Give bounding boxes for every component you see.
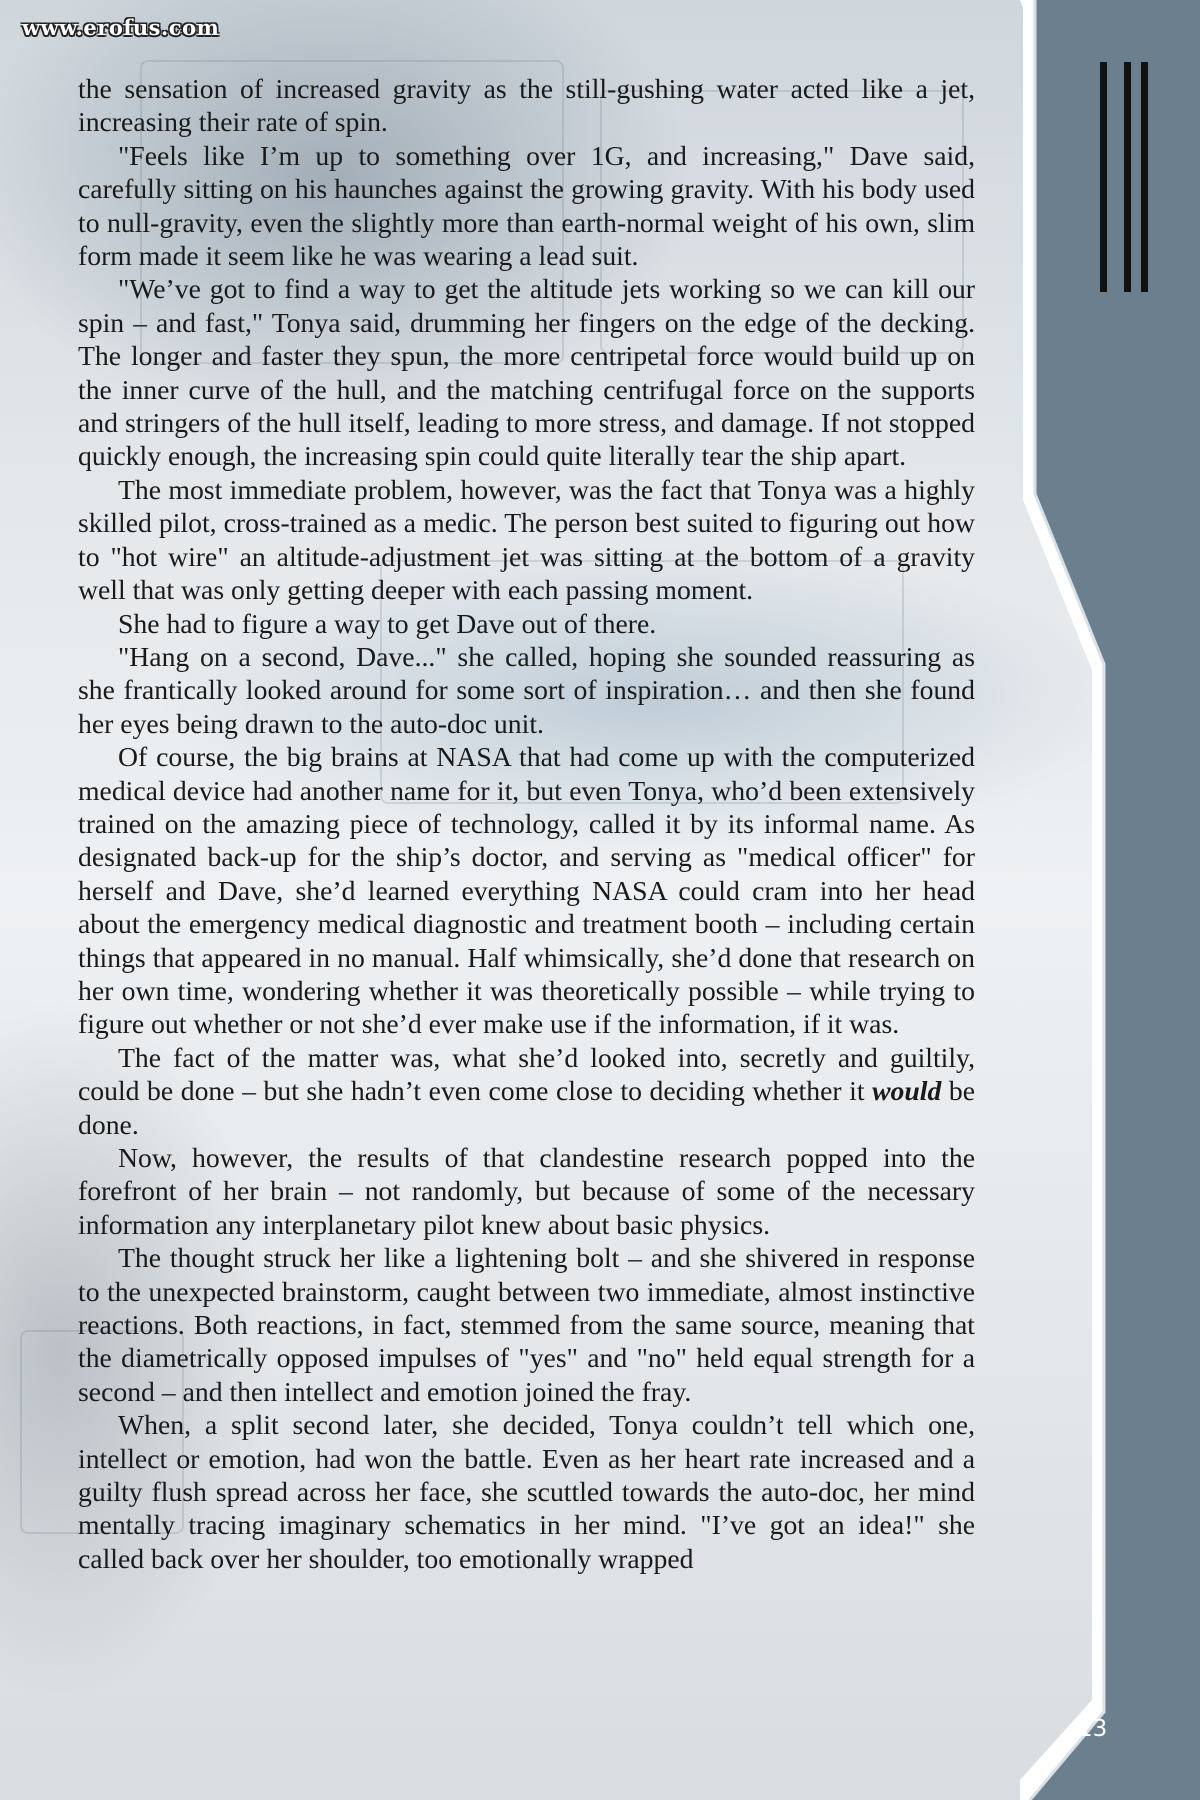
paragraph: Now, however, the results of that clandestine research popped into the forefront of her brain – not randomly, but because of some of the necessary information any interplanetary pilot knew about basic physics. <box>78 1142 975 1240</box>
vertical-bar <box>1141 62 1148 292</box>
paragraph: The thought struck her like a lightening bolt – and she shivered in response to the unexpected brainstorm, caught between two immediate, almost instinctive reactions. Both reactions, in fact, stemmed from the same source, meaning that the diametrically opposed impulses of "yes" and "no" held equal strength for a second – and then intellect and emotion joined the fray. <box>78 1242 975 1407</box>
body-text <box>78 72 975 1575</box>
paragraph: Of course, the big brains at NASA that had come up with the computerized medical device had another name for it, but even Tonya, who’d been extensively trained on the amazing piece of technology, called it by its informal name. As designated back-up for the ship’s doctor, and serving as "medical officer" for herself and Dave, she’d learned everything NASA could cram into her head about the emergency medical diagnostic and treatment booth – including certain things that appeared in no manual. Half whimsically, she’d done that research on her own time, wondering whether it was theoretically possible – while trying to figure out whether or not she’d ever make use if the information, if it was. <box>78 741 975 1040</box>
paragraph: She had to figure a way to get Dave out of there. <box>118 607 657 639</box>
paragraph: The most immediate problem, however, was the fact that Tonya was a highly skilled pilot, cross-trained as a medic. The person best suited to figuring out how to "hot wire" an altitude-adjustment jet was sitting at the bottom of a gravity well that was only getting deeper with each passing moment. <box>78 473 975 606</box>
paragraph: "We’ve got to find a way to get the altitude jets working so we can kill our spin – and fast," Tonya said, drumming her fingers on the edge of the decking. The longer and faster they spun, the more centripetal force would build up on the inner curve of the hull, and the matching centrifugal force on the supports and stringers of the hull itself, leading to more stress, and damage. If not stopped quickly enough, the increasing spin could quite literally tear the ship apart. <box>78 273 975 472</box>
paragraph: When, a split second later, she decided, Tonya couldn’t tell which one, intellect or emotion, had won the battle. Even as her heart rate increased and a guilty flush spread across her face, she scuttled towards the auto-doc, her mind mentally tracing imaginary schematics in her mind. "I’ve got an idea!" she called back over her shoulder, too emotionally wrapped <box>78 1409 975 1574</box>
paragraph: the sensation of increased gravity as the still-gushing water acted like a jet, increasing their rate of spin. <box>78 73 975 138</box>
paragraph: "Feels like I’m up to something over 1G, and increasing," Dave said, carefully sitting on his haunches against the growing gravity. With his body used to null-gravity, even the slightly more than earth-normal weight of his own, slim form made it seem like he was wearing a lead suit. <box>78 139 975 272</box>
page-number: 13 <box>1078 1716 1108 1742</box>
decorative-vertical-bars <box>1100 62 1152 292</box>
paragraph-text: The fact of the matter was, what she’d looked into, secretly and guiltily, could be done – but she hadn’t even come close to deciding whether it <box>78 1041 975 1107</box>
paragraph <box>78 1041 975 1141</box>
paragraph: "Hang on a second, Dave..." she called, hoping she sounded reassuring as she frantically looked around for some sort of inspiration… and then she found her eyes being drawn to the auto-doc unit. <box>78 640 975 739</box>
emphasis-text: would <box>872 1075 942 1107</box>
vertical-bar <box>1124 62 1131 292</box>
paragraph-text: be done. <box>78 1075 975 1140</box>
watermark: www.erofus.com <box>22 15 220 40</box>
vertical-bar <box>1100 62 1107 292</box>
